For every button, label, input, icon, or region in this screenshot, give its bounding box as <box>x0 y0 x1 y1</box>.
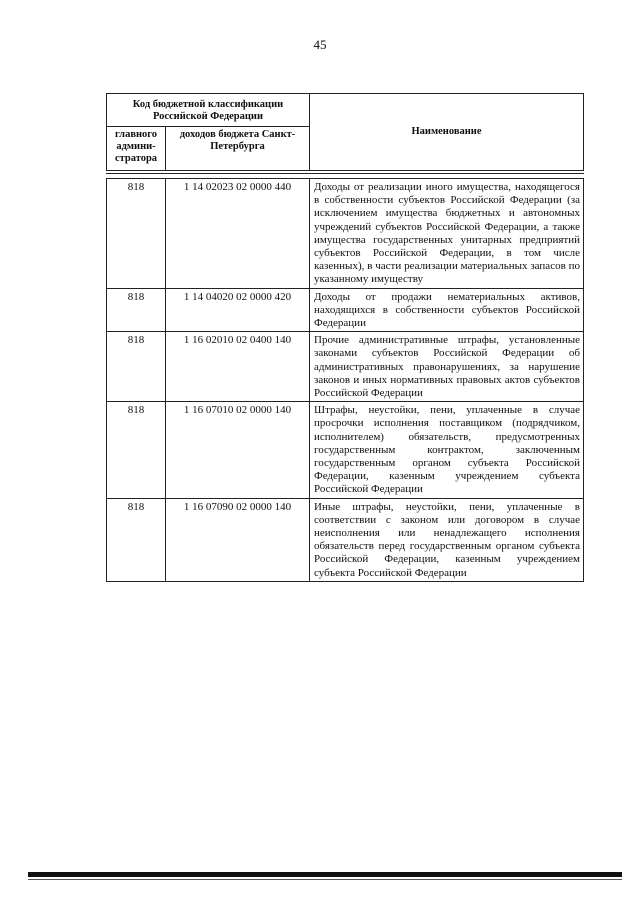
header-main-administrator: главного админи-стратора <box>107 127 166 171</box>
table-row <box>107 402 584 498</box>
revenue-name-cell: Доходы от реализации иного имущества, находящегося в собственности субъектов Российской Федерации (за исключением имущества бюджетных и автономных учреждений субъектов Российской Федерации, а также имущества государственных унитарных предприятий субъектов Российской Федерации, в том числе казенных), в части реализации материальных запасов по указанному имуществу <box>310 179 584 289</box>
table-header <box>106 93 584 171</box>
revenue-name-cell: Доходы от продажи нематериальных активов, находящихся в собственности субъектов Российской Федерации <box>310 288 584 332</box>
revenue-code-cell: 1 16 07010 02 0000 140 <box>166 402 310 498</box>
revenue-name-cell: Прочие административные штрафы, установленные законами субъектов Российской Федерации об административных правонарушениях, за нарушение законов и иных нормативных правовых актов субъектов Российской Федерации <box>310 332 584 402</box>
revenue-code-cell: 1 14 04020 02 0000 420 <box>166 288 310 332</box>
admin-code-cell: 818 <box>107 498 166 581</box>
table-row <box>107 179 584 289</box>
revenue-name-cell: Иные штрафы, неустойки, пени, уплаченные в соответствии с законом или договором в случае неисполнения или ненадлежащего исполнения обязательств перед государственным органом субъекта Российской Федерации, казенным учреждением субъекта Российской Федерации <box>310 498 584 581</box>
table-divider <box>106 173 584 174</box>
header-budget-classification-code: Код бюджетной классификации Российской Федерации <box>107 94 310 127</box>
table-row <box>107 332 584 402</box>
admin-code-cell: 818 <box>107 288 166 332</box>
header-name: Наименование <box>310 94 584 171</box>
admin-code-cell: 818 <box>107 402 166 498</box>
admin-code-cell: 818 <box>107 179 166 289</box>
page-bottom-rule <box>28 872 622 877</box>
admin-code-cell: 818 <box>107 332 166 402</box>
revenue-codes-table <box>106 178 584 582</box>
revenue-code-cell: 1 16 07090 02 0000 140 <box>166 498 310 581</box>
page-bottom-rule-thin <box>28 879 622 880</box>
table-row <box>107 498 584 581</box>
revenue-name-cell: Штрафы, неустойки, пени, уплаченные в случае просрочки исполнения поставщиком (подрядчиком, исполнителем) обязательств, предусмотренных государственным контрактом, заключенным государственным органом субъекта Российской Федерации, казенным учреждением субъекта Российской Федерации <box>310 402 584 498</box>
header-budget-revenue-code: доходов бюджета Санкт-Петербурга <box>166 127 310 171</box>
table-row <box>107 288 584 332</box>
page-number: 45 <box>313 37 327 52</box>
revenue-code-cell: 1 16 02010 02 0400 140 <box>166 332 310 402</box>
revenue-code-cell: 1 14 02023 02 0000 440 <box>166 179 310 289</box>
